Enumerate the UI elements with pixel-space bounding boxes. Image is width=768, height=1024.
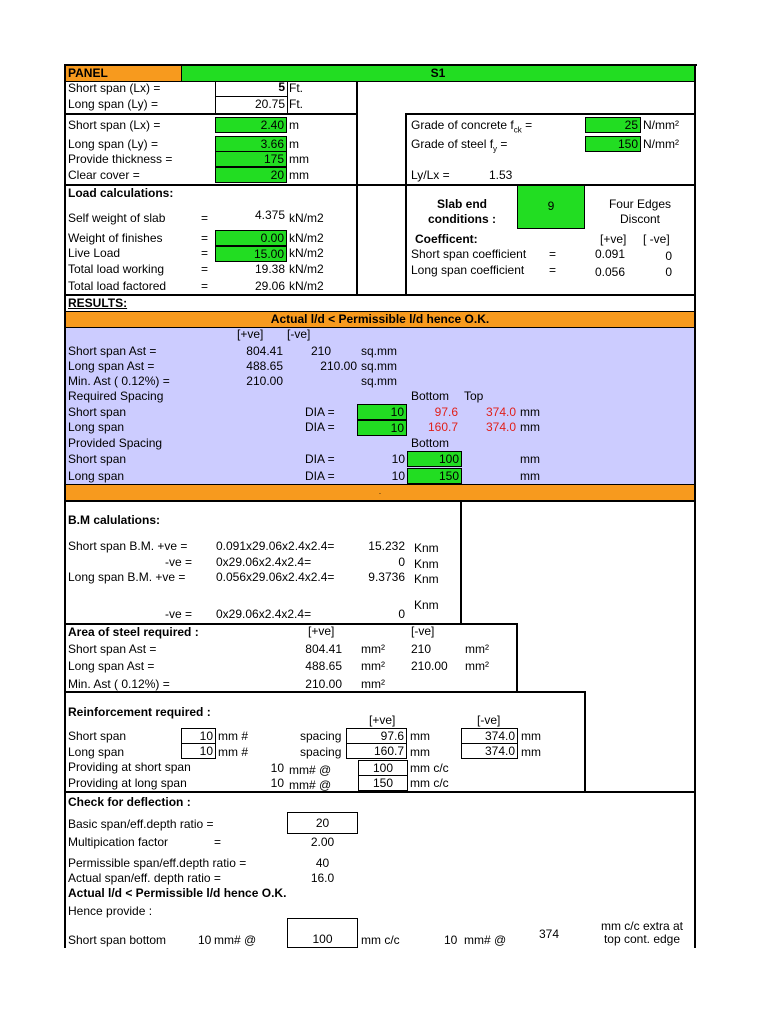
line-status-bottom (64, 327, 696, 328)
long-span-ft-field[interactable]: 20.75 (254, 97, 285, 111)
line-bm-right (460, 500, 462, 625)
bm-long-neg-val: 0 (398, 607, 405, 621)
border-right (694, 64, 696, 948)
prov-short-label: Short span (68, 452, 127, 466)
slab-end-label-1: Slab end (436, 197, 487, 211)
coeff-short-label: Short span coefficient (411, 247, 527, 261)
prov-long-span-mmcc: mm c/c (410, 776, 449, 790)
area-pos-header: [+ve] (308, 624, 335, 638)
reinf-short-mm2: mm (521, 729, 541, 743)
finishes-unit: kN/m2 (289, 231, 324, 245)
short-bottom-mmcc: mm c/c (361, 933, 400, 947)
reinf-long-mm2: mm (521, 745, 541, 759)
area-short-unit2: mm² (465, 642, 489, 656)
ratio-value: 1.53 (489, 168, 513, 182)
concrete-grade-unit: N/mm² (643, 118, 679, 132)
perm-ratio-label: Permissible span/eff.depth ratio = (68, 856, 247, 870)
line-mat-top (405, 113, 696, 115)
extra-note-1: mm c/c extra at (600, 919, 683, 933)
res-ast-long-label: Long span Ast = (68, 359, 155, 373)
bm-short-neg-expr: 0x29.06x2.4x2.4= (216, 555, 312, 569)
long-span-m-field[interactable]: 3.66 (215, 136, 287, 152)
reinf-short-spacing: spacing (300, 729, 342, 743)
clear-cover-unit: mm (289, 168, 309, 182)
basic-ratio-label: Basic span/eff.depth ratio = (68, 817, 214, 831)
panel-label: PANEL (68, 66, 108, 80)
coeff-long-pos: 0.056 (595, 265, 626, 279)
req-short-bottom: 97.6 (434, 405, 458, 419)
req-long-top: 374.0 (485, 420, 516, 434)
prov-short-span-mmhash: mm# @ (289, 763, 332, 777)
res-ast-long-unit: sq.mm (361, 359, 397, 373)
prov-long-label: Long span (68, 469, 125, 483)
finishes-field[interactable]: 0.00 (215, 230, 287, 246)
coeff-long-label: Long span coefficient (411, 263, 525, 277)
short-span-m-unit: m (289, 118, 299, 132)
prov-bottom-header: Bottom (411, 436, 450, 450)
actual-ratio-label: Actual span/eff. depth ratio = (68, 871, 221, 885)
bm-short-pos-label: Short span B.M. +ve = (68, 539, 188, 553)
res-ast-min-label: Min. Ast ( 0.12%) = (68, 374, 170, 388)
reinf-long-label: Long span (68, 745, 125, 759)
results-neg-header: [-ve] (287, 327, 311, 341)
prov-short-spacing-field[interactable]: 100 (407, 451, 462, 467)
total-factored-unit: kN/m2 (289, 279, 324, 293)
steel-grade-unit: N/mm² (643, 137, 679, 151)
prov-short-box: 100 (358, 760, 408, 776)
line-reinf-bottom (64, 791, 696, 793)
live-load-unit: kN/m2 (289, 246, 324, 260)
req-long-bottom: 160.7 (427, 420, 458, 434)
loads-title: Load calculations: (68, 186, 174, 200)
long-span-m-label: Long span (Ly) = (68, 137, 158, 151)
area-short-neg: 210 (411, 642, 432, 656)
results-pos-header: [+ve] (237, 327, 264, 341)
req-long-unit: mm (520, 420, 540, 434)
finishes-label: Weight of finishes (68, 231, 163, 245)
reinf-short-dia: 10 (181, 728, 216, 744)
prov-long-box: 150 (358, 775, 408, 791)
res-ast-min-unit: sq.mm (361, 374, 397, 388)
reinf-long-neg: 374.0 (461, 743, 518, 759)
prov-long-span-label: Providing at long span (68, 776, 187, 790)
slab-end-desc-2: Discont (619, 212, 660, 226)
results-footer-dot: . (378, 487, 382, 496)
area-long-pos: 488.65 (305, 659, 342, 673)
area-short-label: Short span Ast = (68, 642, 157, 656)
area-long-neg: 210.00 (411, 659, 448, 673)
line-area-bottom (64, 691, 586, 693)
self-weight-eq: = (201, 211, 209, 225)
res-ast-short-unit: sq.mm (361, 344, 397, 358)
bm-short-pos-expr: 0.091x29.06x2.4x2.4= (216, 539, 335, 553)
concrete-grade-label: Grade of concrete $f_{ck}$ = (411, 118, 533, 135)
prov-short-span-dia: 10 (270, 761, 284, 775)
results-title: RESULTS: (68, 296, 128, 310)
reinf-short-neg: 374.0 (461, 728, 518, 744)
long-span-ft-label: Long span (Ly) = (68, 97, 158, 111)
live-load-label: Live Load (68, 246, 121, 260)
area-min-label: Min. Ast ( 0.12%) = (68, 677, 170, 691)
bm-short-neg-label: -ve = (164, 555, 192, 569)
line-area-right (516, 623, 518, 693)
reinf-pos-header: [+ve] (369, 713, 396, 727)
deflection-status: Actual l/d < Permissible l/d hence O.K. (68, 886, 287, 900)
total-working-unit: kN/m2 (289, 262, 324, 276)
coeff-neg-header: [ -ve] (643, 232, 670, 246)
res-ast-long-pos: 488.65 (246, 359, 283, 373)
prov-long-dia: 10 (391, 469, 405, 483)
bm-short-pos-unit: Knm (414, 541, 439, 555)
req-spacing-title: Required Spacing (68, 389, 164, 403)
reinf-long-dia: 10 (181, 743, 216, 759)
req-long-dia-label: DIA = (305, 420, 335, 434)
short-bottom-label: Short span bottom (68, 933, 167, 947)
short-span-m-label: Short span (Lx) = (68, 118, 161, 132)
total-working-label: Total load working (68, 262, 165, 276)
self-weight-value: 4.375 (254, 208, 285, 222)
slab-end-value[interactable]: 9 (547, 199, 555, 213)
reinf-title: Reinforcement required : (68, 705, 211, 719)
reinf-short-mmhash: mm # (218, 729, 248, 743)
bm-short-neg-unit: Knm (414, 557, 439, 571)
reinf-long-mm1: mm (410, 745, 430, 759)
long-span-m-unit: m (289, 137, 299, 151)
prov-short-span-label: Providing at short span (68, 760, 191, 774)
long-span-ft-unit: Ft. (289, 97, 303, 111)
mf-label: Multipication factor (68, 835, 169, 849)
line-reinf-right (584, 691, 586, 793)
coeff-pos-header: [+ve] (600, 232, 627, 246)
short-bottom-mmhash: mm# @ (214, 933, 257, 947)
short-bottom-box: 100 (287, 918, 358, 948)
line-ft-right (287, 81, 288, 113)
area-min-val: 210.00 (305, 677, 342, 691)
short-bottom-dia: 10 (198, 933, 212, 947)
reinf-short-label: Short span (68, 729, 127, 743)
live-load-eq: = (201, 246, 209, 260)
short-span-m-field[interactable]: 2.40 (215, 117, 287, 133)
res-ast-short-label: Short span Ast = (68, 344, 157, 358)
area-min-unit: mm² (361, 677, 385, 691)
req-short-unit: mm (520, 405, 540, 419)
short-span-ft-label: Short span (Lx) = (68, 81, 161, 95)
border-left (64, 64, 66, 948)
prov-long-spacing-field[interactable]: 150 (407, 468, 462, 484)
req-long-dia-field[interactable]: 10 (357, 420, 407, 436)
basic-ratio-box: 20 (287, 812, 358, 834)
reinf-long-pos: 160.7 (346, 743, 407, 759)
area-long-unit1: mm² (361, 659, 385, 673)
ratio-label: Ly/Lx = (411, 168, 450, 182)
reinf-short-mm1: mm (410, 729, 430, 743)
bm-long-pos-val: 9.3736 (368, 570, 405, 584)
extra-dia: 10 (444, 933, 458, 947)
area-short-pos: 804.41 (305, 642, 342, 656)
prov-long-dia-label: DIA = (305, 469, 335, 483)
area-long-unit2: mm² (465, 659, 489, 673)
req-bottom-header: Bottom (411, 389, 450, 403)
line-results-bottom (64, 500, 696, 502)
short-span-ft-field[interactable]: 5 (278, 80, 285, 94)
coeff-title: Coefficent: (415, 232, 478, 246)
concrete-grade-field[interactable]: 25 (585, 117, 641, 133)
total-factored-value: 29.06 (254, 279, 285, 293)
res-ast-short-pos: 804.41 (246, 344, 283, 358)
coeff-long-neg: 0 (665, 265, 672, 279)
mf-value: 2.00 (310, 835, 335, 849)
steel-grade-label: Grade of steel $f_y$ = (411, 137, 508, 154)
req-short-dia-label: DIA = (305, 405, 335, 419)
bm-long-neg-unit: Knm (414, 598, 439, 612)
steel-grade-field[interactable]: 150 (585, 136, 641, 152)
req-long-label: Long span (68, 420, 125, 434)
prov-long-span-dia: 10 (270, 776, 284, 790)
line-loads-bottom (64, 294, 696, 296)
self-weight-unit: kN/m2 (289, 211, 324, 225)
total-working-eq: = (201, 262, 209, 276)
req-short-top: 374.0 (485, 405, 516, 419)
coeff-short-neg: 0 (665, 249, 672, 263)
actual-ratio-value: 16.0 (310, 871, 335, 885)
total-working-value: 19.38 (254, 262, 285, 276)
area-long-label: Long span Ast = (68, 659, 155, 673)
slab-end-label-2: conditions : (428, 212, 496, 226)
hence-provide: Hence provide : (68, 904, 153, 918)
prov-short-dia-label: DIA = (305, 452, 335, 466)
slab-end-desc-1: Four Edges (608, 197, 672, 211)
clear-cover-field[interactable]: 20 (215, 167, 287, 183)
area-neg-header: [-ve] (411, 624, 435, 638)
clear-cover-label: Clear cover = (68, 168, 140, 182)
bm-long-pos-expr: 0.056x29.06x2.4x2.4= (216, 570, 335, 584)
prov-spacing-title: Provided Spacing (68, 436, 163, 450)
extra-note-2: top cont. edge (603, 932, 681, 946)
prov-long-unit: mm (520, 469, 540, 483)
prov-long-span-mmhash: mm# @ (289, 778, 332, 792)
bm-title: B.M calulations: (68, 513, 161, 527)
line-mat-left (405, 113, 407, 296)
req-top-header: Top (464, 389, 484, 403)
extra-value: 374 (539, 927, 560, 941)
thickness-label: Provide thickness = (68, 152, 173, 166)
req-short-label: Short span (68, 405, 127, 419)
res-ast-long-neg: 210.00 (320, 359, 357, 373)
bm-short-pos-val: 15.232 (368, 539, 405, 553)
reinf-short-pos: 97.6 (346, 728, 407, 744)
prov-short-dia: 10 (391, 452, 405, 466)
prov-short-unit: mm (520, 452, 540, 466)
line-ft-bottom (64, 113, 358, 115)
total-factored-label: Total load factored (68, 279, 167, 293)
short-span-ft-unit: Ft. (289, 81, 303, 95)
reinf-long-spacing: spacing (300, 745, 342, 759)
line-slabend-bottom (517, 228, 585, 229)
area-title: Area of steel required : (68, 625, 199, 639)
extra-mmhash: mm# @ (464, 933, 507, 947)
bm-short-neg-val: 0 (398, 555, 405, 569)
res-ast-min-val: 210.00 (246, 374, 283, 388)
live-load-field[interactable]: 15.00 (215, 246, 287, 262)
area-short-unit1: mm² (361, 642, 385, 656)
results-status: Actual l/d < Permissible l/d hence O.K. (270, 312, 490, 326)
coeff-long-eq: = (549, 263, 557, 277)
req-short-dia-field[interactable]: 10 (357, 404, 407, 420)
finishes-eq: = (201, 231, 209, 245)
coeff-short-eq: = (549, 247, 557, 261)
reinf-neg-header: [-ve] (477, 713, 501, 727)
bm-long-pos-label: Long span B.M. +ve = (68, 570, 186, 584)
deflection-title: Check for deflection : (68, 795, 191, 809)
bm-long-pos-unit: Knm (414, 572, 439, 586)
thickness-field[interactable]: 175 (215, 151, 287, 167)
bm-long-neg-label: -ve = (164, 607, 192, 621)
coeff-short-pos: 0.091 (595, 247, 626, 261)
res-ast-short-neg: 210 (311, 344, 332, 358)
prov-short-span-mmcc: mm c/c (410, 761, 449, 775)
self-weight-label: Self weight of slab (68, 211, 166, 225)
mf-eq: = (214, 835, 222, 849)
line-slabend-right (584, 185, 585, 228)
thickness-unit: mm (289, 152, 309, 166)
total-factored-eq: = (201, 279, 209, 293)
reinf-long-mmhash: mm # (218, 745, 248, 759)
perm-ratio-value: 40 (315, 856, 330, 870)
bm-long-neg-expr: 0x29.06x2.4x2.4= (216, 607, 312, 621)
panel-value: S1 (430, 66, 446, 80)
